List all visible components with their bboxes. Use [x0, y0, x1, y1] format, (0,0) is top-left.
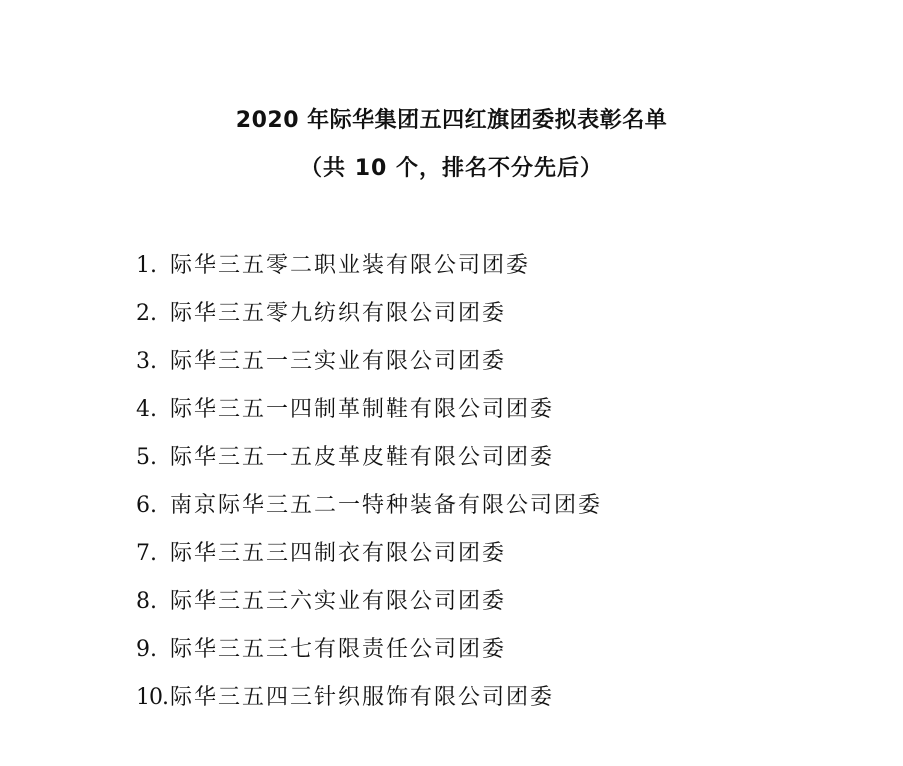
list-item [136, 249, 602, 297]
item-name: 际华三五零九纺织有限公司团委 [170, 301, 507, 326]
document-title: 2020 年际华集团五四红旗团委拟表彰名单 [235, 108, 668, 133]
award-list [136, 249, 602, 729]
list-item [136, 537, 602, 585]
item-number: 7. [136, 541, 157, 566]
item-number: 2. [136, 301, 157, 326]
item-name: 际华三五零二职业装有限公司团委 [170, 253, 531, 278]
item-number: 10. [136, 685, 168, 710]
item-number: 9. [136, 637, 157, 662]
item-number: 4. [136, 397, 157, 422]
list-item [136, 633, 602, 681]
item-number: 8. [136, 589, 157, 614]
item-name: 际华三五四三针织服饰有限公司团委 [170, 685, 555, 710]
list-item [136, 585, 602, 633]
item-number: 5. [136, 445, 157, 470]
document-subtitle: （共 10 个，排名不分先后） [300, 156, 603, 181]
item-name: 际华三五三四制衣有限公司团委 [170, 541, 507, 566]
list-item [136, 441, 602, 489]
list-item [136, 681, 602, 729]
item-name: 际华三五一五皮革皮鞋有限公司团委 [170, 445, 555, 470]
item-name: 际华三五三六实业有限公司团委 [170, 589, 507, 614]
item-number: 6. [136, 493, 157, 518]
list-item [136, 345, 602, 393]
item-name: 南京际华三五二一特种装备有限公司团委 [170, 493, 603, 518]
item-number: 3. [136, 349, 157, 374]
list-item [136, 297, 602, 345]
item-name: 际华三五一三实业有限公司团委 [170, 349, 507, 374]
list-item [136, 489, 602, 537]
list-item [136, 393, 602, 441]
item-name: 际华三五一四制革制鞋有限公司团委 [170, 397, 555, 422]
item-number: 1. [136, 253, 157, 278]
item-name: 际华三五三七有限责任公司团委 [170, 637, 507, 662]
